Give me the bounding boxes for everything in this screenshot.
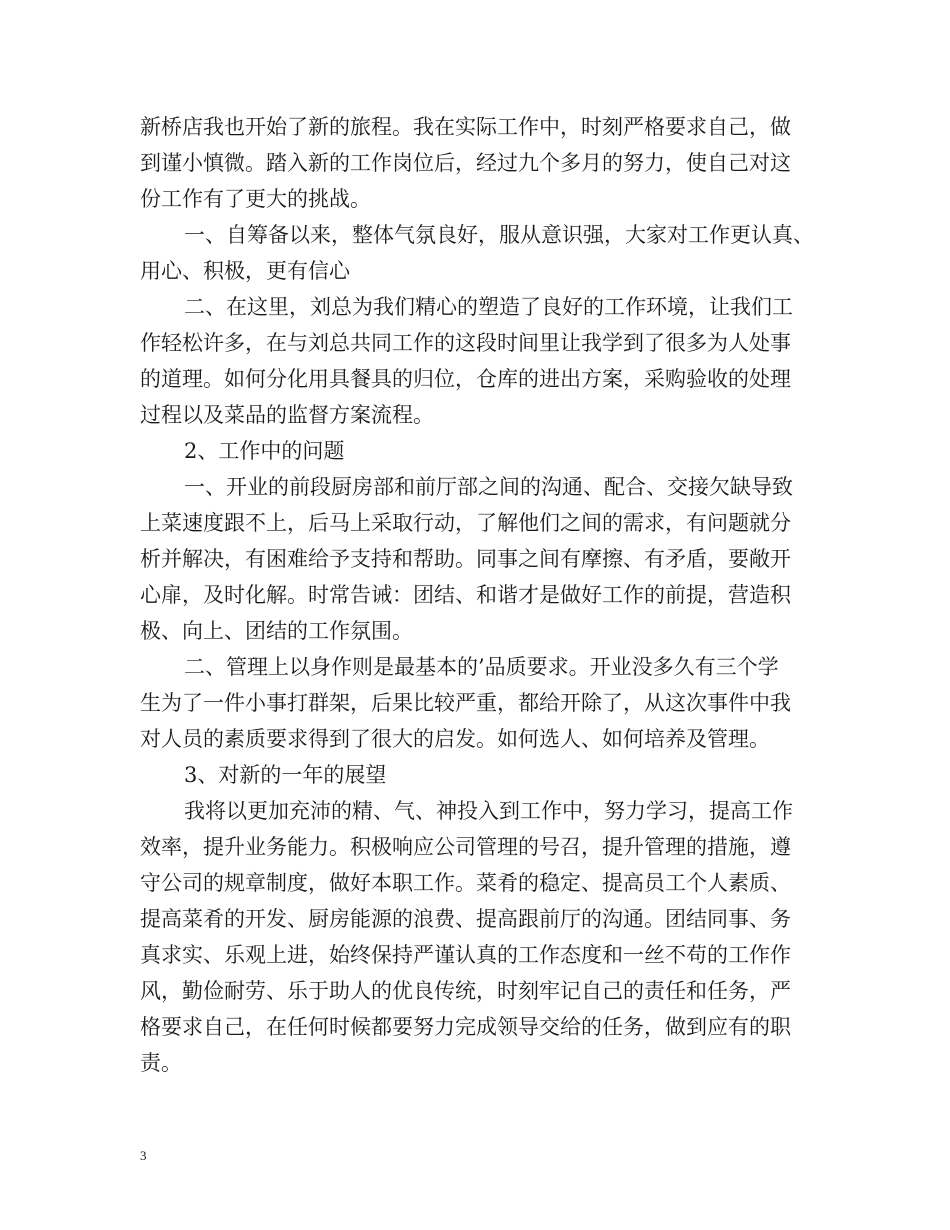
text-line: 到谨小慎微。踏入新的工作岗位后，经过九个多月的努力，使自己对这: [140, 151, 791, 175]
text-line: 对人员的素质要求得到了很大的启发。如何选人、如何培养及管理。: [140, 727, 770, 751]
text-line: 风，勤俭耐劳、乐于助人的优良传统，时刻牢记自己的责任和任务，严: [140, 979, 791, 1003]
text-line: 责。: [140, 1051, 182, 1075]
text-line: 用心、积极，更有信心: [140, 259, 350, 283]
paragraph-first-line: 一、开业的前段厨房部和前厅部之间的沟通、配合、交接欠缺导致: [184, 475, 793, 499]
paragraph-first-line: 一、自筹备以来，整体气氛良好，服从意识强，大家对工作更认真、: [184, 223, 814, 247]
text-line: 析并解决，有困难给予支持和帮助。同事之间有摩擦、有矛盾，要敞开: [140, 547, 791, 571]
page-number: 3: [140, 1148, 147, 1163]
text-line: 作轻松许多，在与刘总共同工作的这段时间里让我学到了很多为人处事: [140, 331, 791, 355]
text-line: 心扉，及时化解。时常告诫：团结、和谐才是做好工作的前提，营造积: [140, 583, 791, 607]
text-line: 新桥店我也开始了新的旅程。我在实际工作中，时刻严格要求自己，做: [140, 115, 791, 139]
text-line: 极、向上、团结的工作氛围。: [140, 619, 413, 643]
text-line: 份工作有了更大的挑战。: [140, 187, 371, 211]
text-line: 生为了一件小事打群架，后果比较严重，都给开除了，从这次事件中我: [140, 691, 791, 715]
text-line: 提高菜肴的开发、厨房能源的浪费、提高跟前厅的沟通。团结同事、务: [140, 907, 791, 931]
text-line: 真求实、乐观上进，始终保持严谨认真的工作态度和一丝不苟的工作作: [140, 943, 791, 967]
paragraph-first-line: 二、在这里，刘总为我们精心的塑造了良好的工作环境，让我们工: [184, 295, 793, 319]
text-line: 上菜速度跟不上，后马上采取行动，了解他们之间的需求，有问题就分: [140, 511, 791, 535]
text-line: 效率，提升业务能力。积极响应公司管理的号召，提升管理的措施，遵: [140, 835, 791, 859]
text-line: 守公司的规章制度，做好本职工作。菜肴的稳定、提高员工个人素质、: [140, 871, 791, 895]
text-line: 过程以及菜品的监督方案流程。: [140, 403, 434, 427]
paragraph-first-line: 我将以更加充沛的精、气、神投入到工作中，努力学习，提高工作: [184, 799, 793, 823]
text-line: 格要求自己，在任何时候都要努力完成领导交给的任务，做到应有的职: [140, 1015, 791, 1039]
text-line: 的道理。如何分化用具餐具的归位，仓库的进出方案，采购验收的处理: [140, 367, 791, 391]
paragraph-first-line: 二、管理上以身作则是最基本的’品质要求。开业没多久有三个学: [184, 655, 779, 679]
section-heading: 2、工作中的问题: [184, 439, 345, 463]
section-heading: 3、对新的一年的展望: [184, 763, 387, 787]
document-body: [140, 109, 818, 1081]
